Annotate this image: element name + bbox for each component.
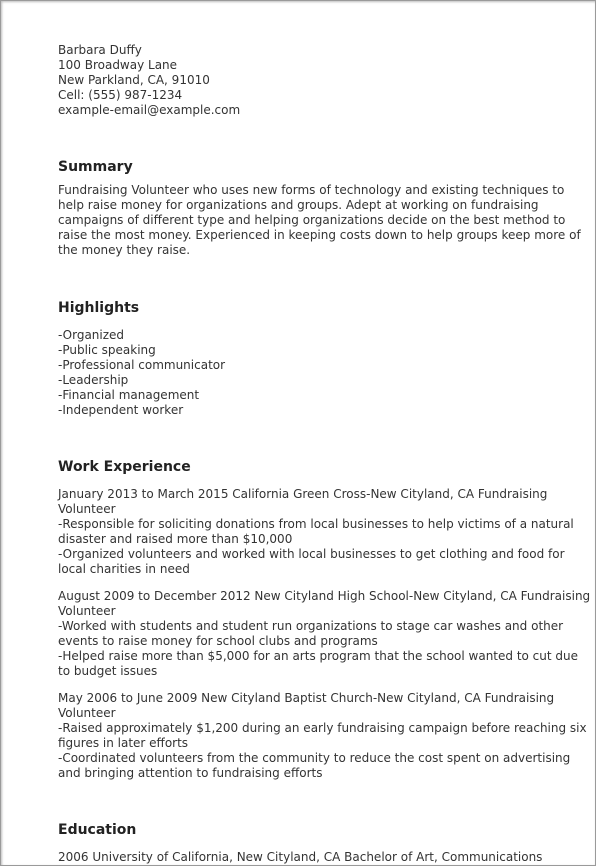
resume-content	[58, 43, 593, 865]
highlight-item: -Financial management	[58, 388, 200, 402]
highlight-item: -Professional communicator	[58, 358, 226, 372]
job-bullet: -Helped raise more than $5,000 for an arts program that the school wanted to cut due to budget issues	[58, 649, 579, 678]
job-bullet: -Coordinated volunteers from the community to reduce the cost spent on advertising and bringing attention to fundraising efforts	[58, 751, 571, 780]
job-bullet: -Worked with students and student run organizations to stage car washes and other events to raise money for school clubs and programs	[58, 619, 564, 648]
job-bullet: -Organized volunteers and worked with local businesses to get clothing and food for local charities in need	[58, 547, 565, 576]
highlights-heading: Highlights	[58, 300, 140, 316]
contact-city: New Parkland, CA, 91010	[58, 73, 210, 87]
highlights-list	[58, 328, 593, 418]
job-entry	[58, 487, 593, 577]
summary-text: Fundraising Volunteer who uses new forms of technology and existing techniques to help raise money for organizations and groups. Adept at working on fundraising campaigns of different type and helping organizations decide on the best method to raise the most money. Experienced in keeping costs down to help groups keep more of the money they raise.	[58, 183, 581, 257]
contact-address: 100 Broadway Lane	[58, 58, 178, 72]
education-text: 2006 University of California, New Cityland, CA Bachelor of Art, Communications	[58, 850, 543, 864]
work-experience-list	[58, 487, 593, 781]
job-entry	[58, 589, 593, 679]
contact-name: Barbara Duffy	[58, 43, 142, 57]
contact-email: example-email@example.com	[58, 103, 241, 117]
education-heading: Education	[58, 822, 137, 838]
job-entry	[58, 691, 593, 781]
highlight-item: -Public speaking	[58, 343, 156, 357]
job-bullet: -Responsible for soliciting donations from local businesses to help victims of a natural disaster and raised more than $10,000	[58, 517, 574, 546]
work-experience-heading: Work Experience	[58, 459, 191, 475]
contact-phone: Cell: (555) 987-1234	[58, 88, 183, 102]
job-title: August 2009 to December 2012 New Cityland High School-New Cityland, CA Fundraising Volunteer	[58, 589, 591, 618]
job-title: January 2013 to March 2015 California Green Cross-New Cityland, CA Fundraising Volunteer	[58, 487, 548, 516]
job-bullet: -Raised approximately $1,200 during an early fundraising campaign before reaching six figures in later efforts	[58, 721, 587, 750]
highlight-item: -Organized	[58, 328, 125, 342]
highlight-item: -Independent worker	[58, 403, 184, 417]
summary-heading: Summary	[58, 159, 133, 175]
highlight-item: -Leadership	[58, 373, 129, 387]
contact-block	[58, 43, 593, 118]
job-title: May 2006 to June 2009 New Cityland Baptist Church-New Cityland, CA Fundraising Volunteer	[58, 691, 555, 720]
